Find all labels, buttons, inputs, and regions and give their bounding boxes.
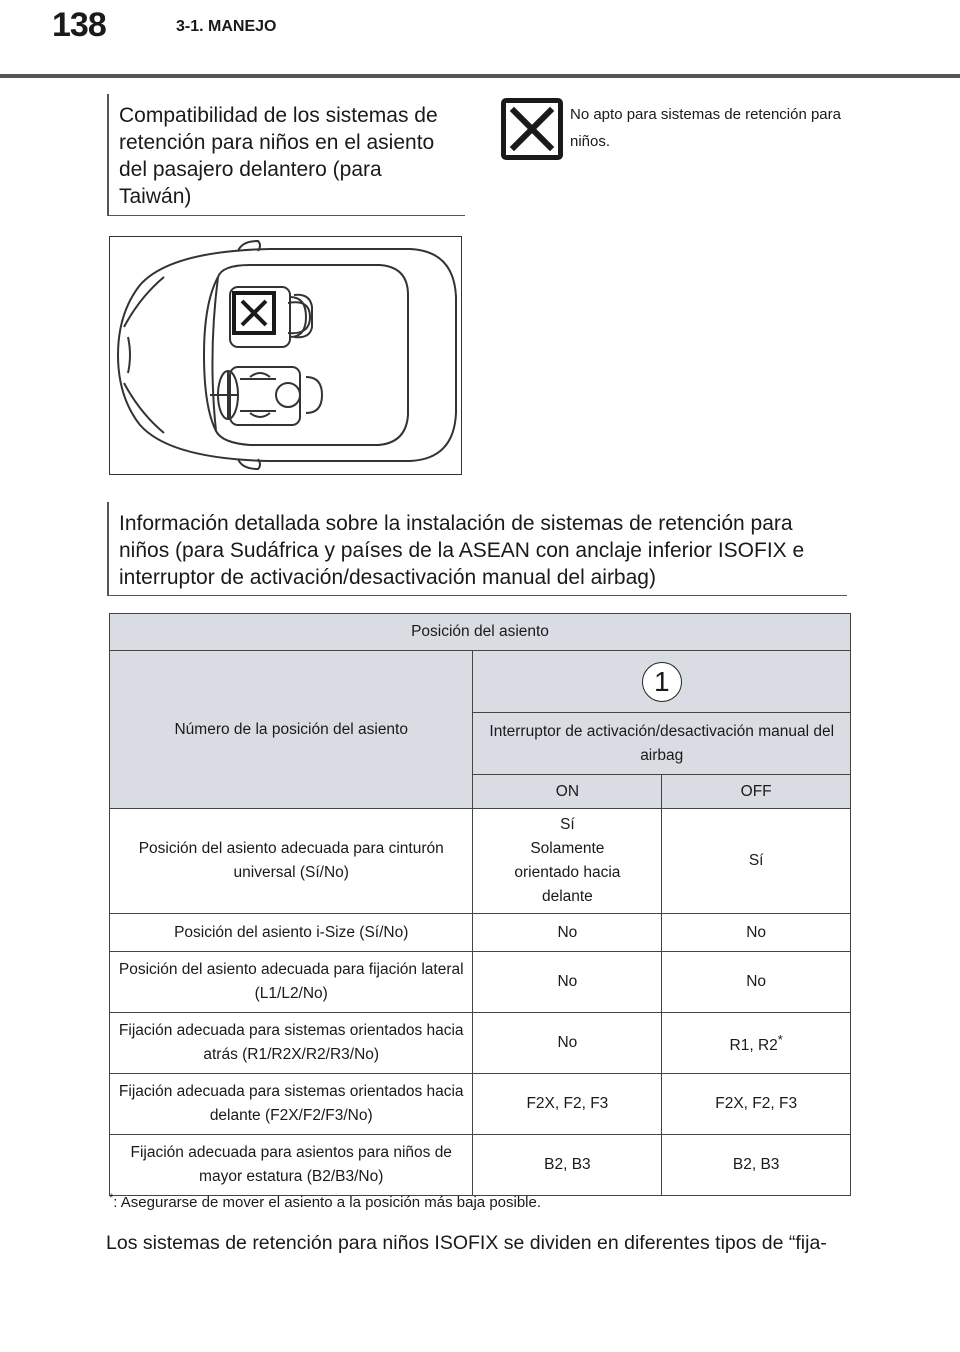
seat-position-table (109, 613, 851, 1196)
page-number: 138 (52, 6, 106, 44)
table-row (110, 809, 851, 914)
table-row (110, 1074, 851, 1135)
row-on-value: No (473, 952, 662, 1013)
section-title: 3-1. MANEJO (176, 18, 277, 35)
row-on-value: B2, B3 (473, 1135, 662, 1196)
x-mark-icon (500, 97, 564, 161)
taiwan-compatibility-heading: Compatibilidad de los sistemas de retención para niños en el asiento del pasajero delantero (para Taiwán) (107, 94, 465, 216)
row-on-note: Solamente orientado hacia delante (514, 840, 621, 905)
footnote-mark: * (777, 1031, 783, 1047)
row-off-value: F2X, F2, F3 (662, 1074, 851, 1135)
row-off-cell (662, 1013, 851, 1074)
table-row (110, 914, 851, 952)
table-row (110, 1135, 851, 1196)
row-label: Fijación adecuada para sistemas orientados hacia atrás (R1/R2X/R2/R3/No) (110, 1013, 473, 1074)
seat-number-label: Número de la posición del asiento (110, 651, 473, 809)
footnote-text: : Asegurarse de mover el asiento a la posición más baja posible. (113, 1194, 542, 1211)
footnote-mark: * (109, 1192, 114, 1204)
row-off-value: R1, R2 (729, 1037, 778, 1055)
row-on-value: No (473, 1013, 662, 1074)
row-off-value: B2, B3 (662, 1135, 851, 1196)
seat-number-badge: 1 (642, 662, 682, 702)
row-label: Posición del asiento i-Size (Sí/No) (110, 914, 473, 952)
row-off-value: No (662, 914, 851, 952)
column-off: OFF (662, 775, 851, 809)
row-on-cell (473, 809, 662, 914)
row-off-value: Sí (662, 809, 851, 914)
header-rule (0, 74, 960, 78)
car-top-view-icon (110, 237, 460, 473)
seat-badge-cell (473, 651, 851, 713)
row-off-value: No (662, 952, 851, 1013)
table-row (110, 1013, 851, 1074)
x-symbol-description: No apto para sistemas de retención para niños. (570, 106, 841, 150)
asean-installation-heading: Información detallada sobre la instalación de sistemas de retención para niños (para Sudáfrica y países de la ASEAN con anclaje inferior ISOFIX e interruptor de activación/desactivación manual del airbag) (107, 502, 847, 596)
footnote (109, 1192, 541, 1211)
body-paragraph: Los sistemas de retención para niños ISOFIX se dividen en diferentes tipos de “fija- (106, 1232, 827, 1254)
table-header-title: Posición del asiento (110, 614, 851, 651)
row-on-value: Sí (560, 816, 575, 833)
airbag-switch-label: Interruptor de activación/desactivación manual del airbag (473, 713, 851, 775)
row-label: Posición del asiento adecuada para cinturón universal (Sí/No) (110, 809, 473, 914)
car-top-view-figure (109, 236, 462, 475)
row-label: Posición del asiento adecuada para fijación lateral (L1/L2/No) (110, 952, 473, 1013)
column-on: ON (473, 775, 662, 809)
row-label: Fijación adecuada para sistemas orientados hacia delante (F2X/F2/F3/No) (110, 1074, 473, 1135)
row-label: Fijación adecuada para asientos para niños de mayor estatura (B2/B3/No) (110, 1135, 473, 1196)
row-on-value: No (473, 914, 662, 952)
table-row (110, 952, 851, 1013)
row-on-value: F2X, F2, F3 (473, 1074, 662, 1135)
